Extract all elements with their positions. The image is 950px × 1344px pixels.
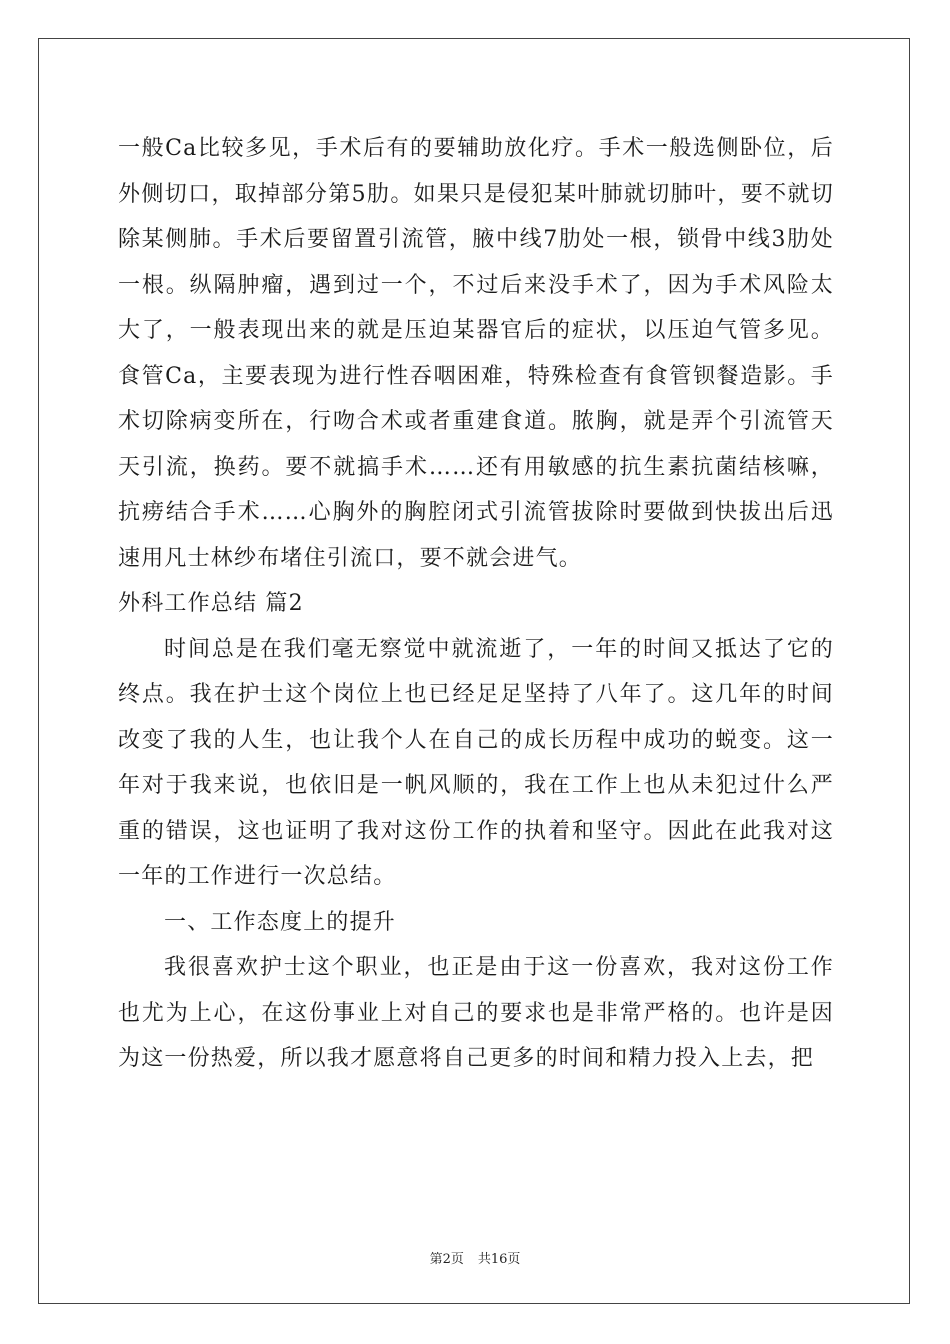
document-body (118, 126, 834, 1082)
paragraph-thoracic-surgery-notes: 一般Ca比较多见，手术后有的要辅助放化疗。手术一般选侧卧位，后外侧切口，取掉部分第5肋。如果只是侵犯某叶肺就切肺叶，要不就切除某侧肺。手术后要留置引流管，腋中线7肋处一根，锁骨中线3肋处一根。纵隔肿瘤，遇到过一个，不过后来没手术了，因为手术风险太大了，一般表现出来的就是压迫某器官后的症状，以压迫气管多见。食管Ca，主要表现为进行性吞咽困难，特殊检查有食管钡餐造影。手术切除病变所在，行吻合术或者重建食道。脓胸，就是弄个引流管天天引流，换药。要不就搞手术……还有用敏感的抗生素抗菌结核嘛，抗痨结合手术……心胸外的胸腔闭式引流管拔除时要做到快拔出后迅速用凡士林纱布堵住引流口，要不就会进气。 (118, 136, 834, 571)
page-footer (0, 1248, 950, 1267)
paragraph-work-attitude: 我很喜欢护士这个职业，也正是由于这一份喜欢，我对这份工作也尤为上心，在这份事业上对自己的要求也是非常严格的。也许是因为这一份热爱，所以我才愿意将自己更多的时间和精力投入上去，把 (118, 955, 834, 1071)
paragraph-intro: 时间总是在我们毫无察觉中就流逝了，一年的时间又抵达了它的终点。我在护士这个岗位上也已经足足坚持了八年了。这几年的时间改变了我的人生，也让我个人在自己的成长历程中成功的蜕变。这一年对于我来说，也依旧是一帆风顺的，我在工作上也从未犯过什么严重的错误，这也证明了我对这份工作的执着和坚守。因此在此我对这一年的工作进行一次总结。 (118, 636, 834, 889)
section-heading: 外科工作总结 篇2 (118, 591, 304, 616)
page-number: 第2页 (429, 1252, 464, 1267)
subheading-work-attitude: 一、工作态度上的提升 (164, 909, 397, 935)
page-total: 共16页 (477, 1252, 521, 1267)
